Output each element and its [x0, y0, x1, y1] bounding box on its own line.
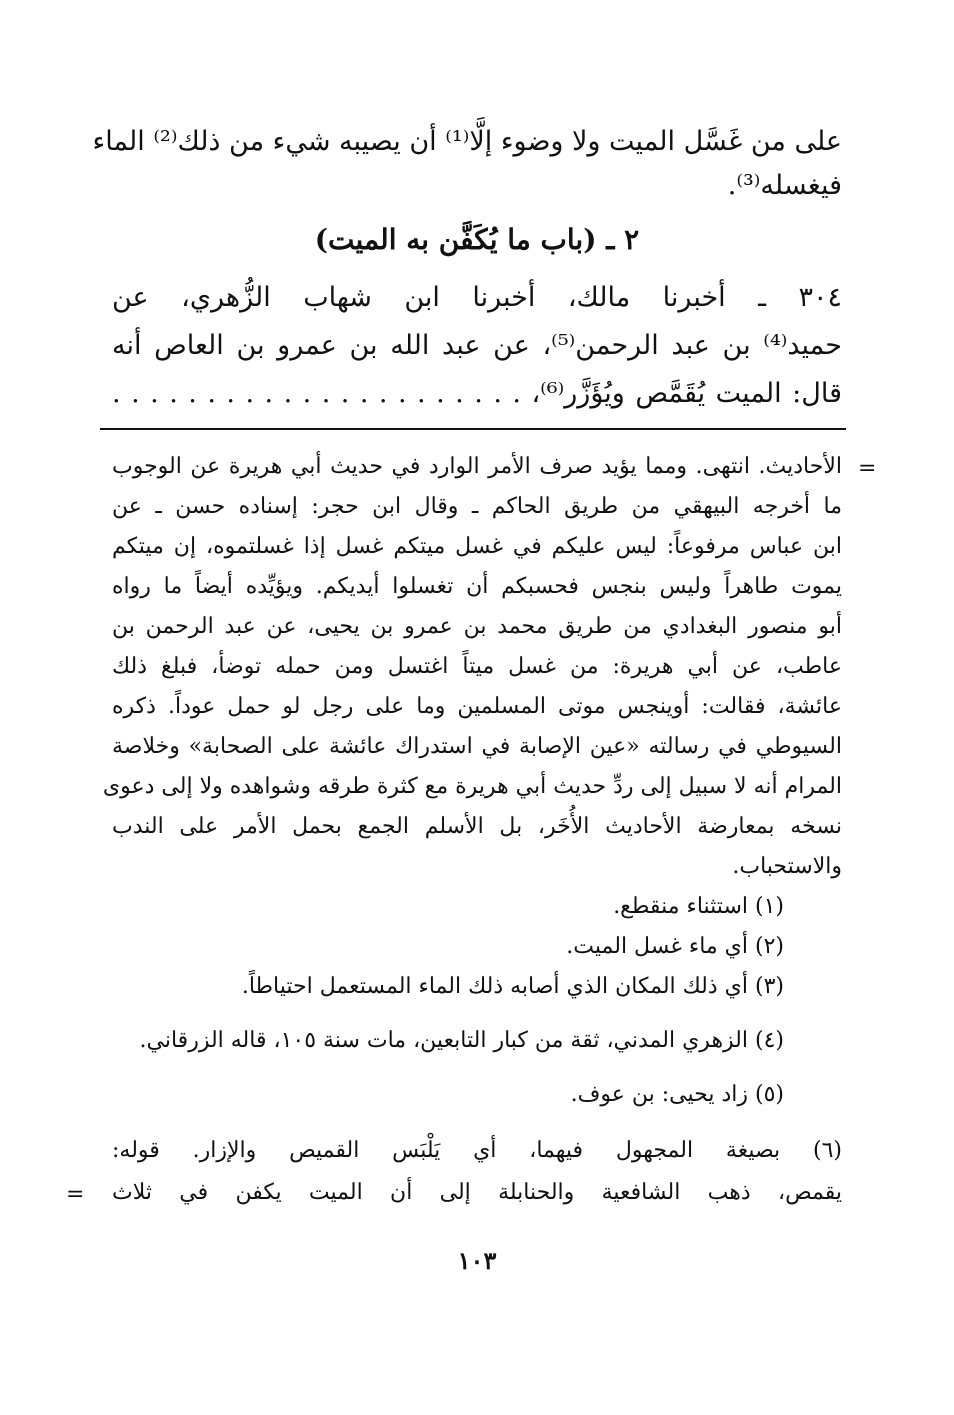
- footnote-line-10: نسخه بمعارضة الأحاديث الأُخَر، بل الأسلم الجمع بحمل الأمر على الندب: [112, 814, 842, 839]
- continuation-marker-end: =: [66, 1182, 85, 1207]
- footnote-4: (٤) الزهري المدني، ثقة من كبار التابعين، مات سنة ١٠٥، قاله الزرقاني.: [139, 1028, 784, 1053]
- footnote-line-7: عائشة، فقالت: أوينجس موتى المسلمين وما على رجل لو حمل عوداً. ذكره: [112, 694, 842, 719]
- footnote-line-4: يموت طاهراً وليس بنجس فحسبكم أن تغسلوا أيديكم. ويؤيِّده أيضاً ما رواه: [112, 574, 842, 599]
- hadith-line-2: حميد⁽⁴⁾ بن عبد الرحمن⁽⁵⁾، عن عبد الله بن عمرو بن العاص أنه: [112, 330, 842, 361]
- footnote-6-line-1: (٦) بصيغة المجهول فيهما، أي يَلْبَس القميص والإزار. قوله:: [112, 1138, 842, 1163]
- continuation-marker: =: [858, 456, 877, 481]
- main-text-line-2: فيغسله⁽³⁾.: [727, 170, 842, 201]
- footnote-2: (٢) أي ماء غسل الميت.: [566, 934, 784, 959]
- footnote-5: (٥) زاد يحيى: بن عوف.: [570, 1082, 784, 1107]
- chapter-heading: ٢ ـ (باب ما يُكَفَّن به الميت): [314, 223, 640, 256]
- footnote-line-1: الأحاديث. انتهى. ومما يؤيد صرف الأمر الوارد في حديث أبي هريرة عن الوجوب: [112, 454, 842, 479]
- footnote-line-5: أبو منصور البغدادي من طريق محمد بن عمرو بن يحيى، عن عبد الرحمن بن: [112, 614, 842, 639]
- footnote-line-8: السيوطي في رسالته «عين الإصابة في استدراك عائشة على الصحابة» وخلاصة: [112, 734, 842, 759]
- footnote-3: (٣) أي ذلك المكان الذي أصابه ذلك الماء المستعمل احتياطاً.: [241, 974, 784, 999]
- hadith-line-3: قال: الميت يُقَمَّص ويُؤَزَّر⁽⁶⁾، . . . . . . . . . . . . . . . . . . . . . .: [112, 378, 842, 409]
- footnote-line-9: المرام أنه لا سبيل إلى ردِّ حديث أبي هريرة مع كثرة طرقه وشواهده ولا إلى دعوى: [102, 774, 842, 799]
- main-text-line-1: على من غَسَّل الميت ولا وضوء إلَّا⁽¹⁾ أن يصيبه شيء من ذلك⁽²⁾ الماء: [92, 126, 842, 157]
- hadith-line-1: ٣٠٤ ـ أخبرنا مالك، أخبرنا ابن شهاب الزُّهري، عن: [112, 282, 842, 313]
- footnote-6-line-2: يقمص، ذهب الشافعية والحنابلة إلى أن الميت يكفن في ثلاث: [112, 1180, 842, 1205]
- footnote-1: (١) استثناء منقطع.: [613, 894, 784, 919]
- footnote-line-6: عاطب، عن أبي هريرة: من غسل ميتاً اغتسل ومن حمله توضأ، فبلغ ذلك: [112, 654, 842, 679]
- page-number: ١٠٣: [457, 1246, 497, 1275]
- footnote-separator: [100, 428, 846, 430]
- footnote-line-2: ما أخرجه البيهقي من طريق الحاكم ـ وقال ابن حجر: إسناده حسن ـ عن: [112, 494, 842, 519]
- footnote-line-11: والاستحباب.: [732, 854, 842, 879]
- footnote-line-3: ابن عباس مرفوعاً: ليس عليكم في غسل ميتكم غسل إذا غسلتموه، إن ميتكم: [112, 534, 842, 559]
